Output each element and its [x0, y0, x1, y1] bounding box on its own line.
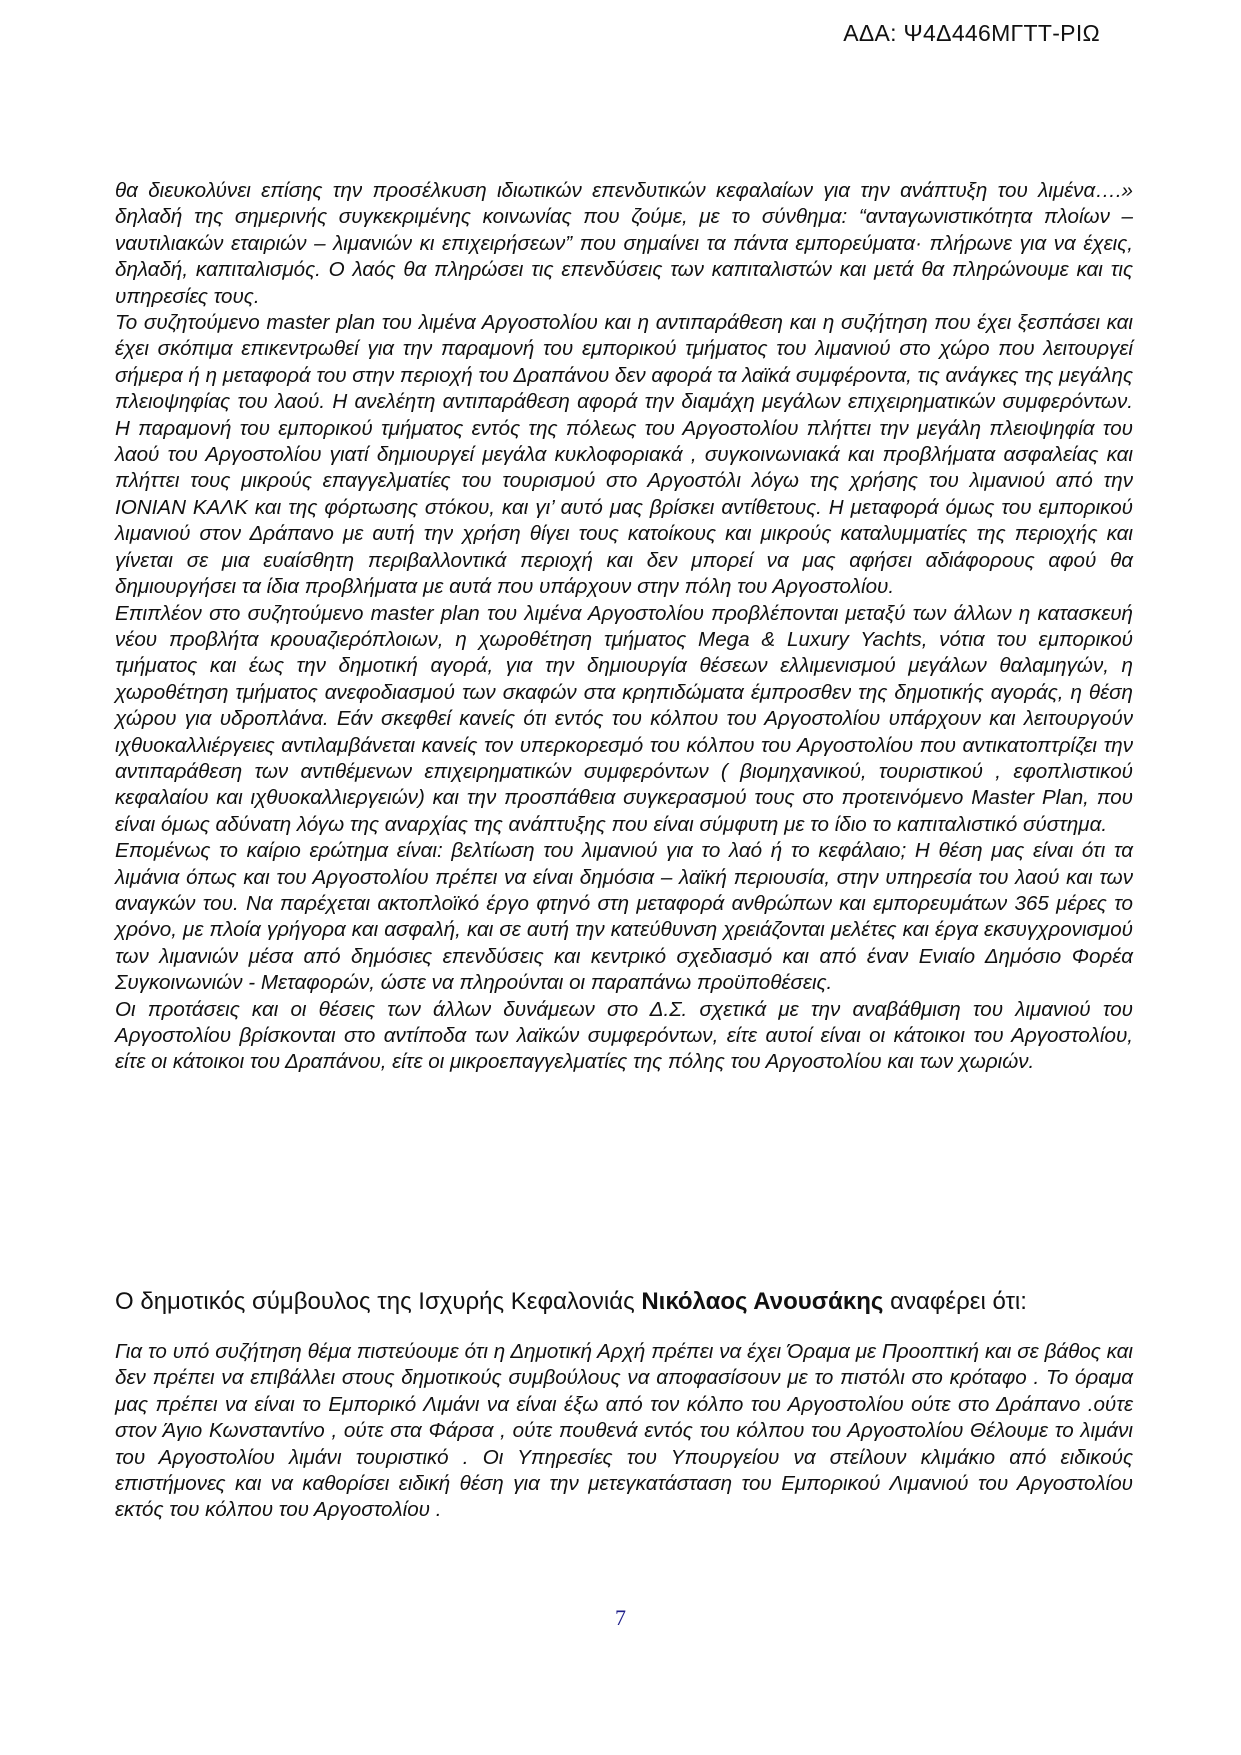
paragraph: Το συζητούμενο master plan του λιμένα Αργοστολίου και η αντιπαράθεση και η συζήτηση που έχει ξεσπάσει και έχει σκόπιμα επικεντρωθεί για την παραμονή του εμπορικού τμήματος του λιμανιού στο χώρο που λειτουργεί σήμερα ή η μεταφορά του στην περιοχή του Δραπάνου δεν αφορά τα λαϊκά συμφέροντα, τις ανάγκες της μεγάλης πλειοψηφίας του λαού. Η ανελέητη αντιπαράθεση αφορά την διαμάχη μεγάλων επιχειρηματικών συμφερόντων. Η παραμονή του εμπορικού τμήματος εντός της πόλεως του Αργοστολίου πλήττει την μεγάλη πλειοψηφία του λαού του Αργοστολίου γιατί δημιουργεί μεγάλα κυκλοφοριακά , συγκοινωνιακά και προβλήματα ασφαλείας και πλήττει τους μικρούς επαγγελματίες του τουρισμού στο Αργοστόλι λόγω της χρήσης του λιμανιού από την ΙΟΝΙΑΝ ΚΑΛΚ και της φόρτωσης στόκου, και γι’ αυτό μας βρίσκει αντίθετους. Η μεταφορά όμως του εμπορικού λιμανιού στον Δράπανο με αυτή την χρήση θίγει τους κατοίκους και μικρούς καταλυμματίες της περιοχής και γίνεται σε μια ευαίσθητη περιβαλλοντικά περιοχή και δεν μπορεί να μας αφήσει αδιάφορους αφού θα δημιουργήσει τα ίδια προβλήματα με αυτά που υπάρχουν στην πόλη του Αργοστολίου.: [115, 311, 1133, 599]
paragraph: Επιπλέον στο συζητούμενο master plan του λιμένα Αργοστολίου προβλέπονται μεταξύ των άλλων η κατασκευή νέου προβλήτα κρουαζιερόπλοιων, η χωροθέτηση τμήματος Mega & Luxury Yachts, νότια του εμπορικού τμήματος και έως την δημοτική αγορά, για την δημιουργία θέσεων ελλιμενισμού μεγάλων θαλαμηγών, η χωροθέτηση τμήματος ανεφοδιασμού των σκαφών στα κρηπιδώματα έμπροσθεν της δημοτικής αγοράς, η θέση χώρου για υδροπλάνα. Εάν σκεφθεί κανείς ότι εντός του κόλπου του Αργοστολίου υπάρχουν και λειτουργούν ιχθυοκαλλιέργειες αντιλαμβάνεται κανείς τον υπερκορεσμό του κόλπου του Αργοστολίου που αντικατοπτρίζει την αντιπαράθεση των αντιθέμενων επιχειρηματικών συμφερόντων ( βιομηχανικού, τουριστικού , εφοπλιστικού κεφαλαίου και ιχθυοκαλλιεργειών) και την προσπάθεια συγκερασμού τους στο προτεινόμενο Master Plan, που είναι όμως αδύνατη λόγω της αναρχίας της ανάπτυξης που είναι σύμφυτη με το ίδιο το καπιταλιστικό σύστημα.: [115, 601, 1133, 836]
paragraph: Για το υπό συζήτηση θέμα πιστεύουμε ότι η Δημοτική Αρχή πρέπει να έχει Όραμα με Προοπτική και σε βάθος και δεν πρέπει να επιβάλλει στους δημοτικούς συμβούλους να αποφασίσουν με το πιστόλι στο κρόταφο . Το όραμα μας πρέπει να είναι το Εμπορικό Λιμάνι να είναι έξω από τον κόλπο του Αργοστολίου ούτε στο Δράπανο .ούτε στον Άγιο Κωνσταντίνο , ούτε στα Φάρσα , ούτε πουθενά εντός του κόλπου του Αργοστολίου Θέλουμε το λιμάνι του Αργοστολίου λιμάνι τουριστικό . Οι Υπηρεσίες του Υπουργείου να στείλουν κλιμάκιο από ειδικούς επιστήμονες και να καθορίσει ειδική θέση για την μετεγκατάσταση του Εμπορικού Λιμανιού του Αργοστολίου εκτός του κόλπου του Αργοστολίου .: [115, 1340, 1133, 1522]
paragraph: Επομένως το καίριο ερώτημα είναι: βελτίωση του λιμανιού για το λαό ή το κεφάλαιο; Η θέση μας είναι ότι τα λιμάνια όπως και του Αργοστολίου πρέπει να είναι δημόσια – λαϊκή περιουσία, στην υπηρεσία του λαού και των αναγκών του. Να παρέχεται ακτοπλοϊκό έργο φτηνό στη μεταφορά ανθρώπων και εμπορευμάτων 365 μέρες το χρόνο, με πλοία γρήγορα και ασφαλή, και σε αυτή την κατεύθυνση χρειάζονται μελέτες και έργα εκσυγχρονισμού των λιμανιών μέσα από δημόσιες επενδύσεις και κεντρικό σχεδιασμό και από έναν Ενιαίο Δημόσιο Φορέα Συγκοινωνιών - Μεταφορών, ώστε να πληρούνται οι παραπάνω προϋποθέσεις.: [115, 839, 1133, 995]
page-number: 7: [615, 1605, 626, 1630]
body-text: [115, 178, 1133, 1076]
speaker-suffix: αναφέρει ότι:: [883, 1288, 1027, 1315]
speaker-intro: [115, 1287, 1133, 1317]
speaker-name: Νικόλαος Ανουσάκης: [641, 1288, 884, 1315]
speaker-prefix: Ο δημοτικός σύμβουλος της Ισχυρής Κεφαλονιάς: [115, 1288, 642, 1315]
paragraph: Οι προτάσεις και οι θέσεις των άλλων δυνάμεων στο Δ.Σ. σχετικά με την αναβάθμιση του λιμανιού του Αργοστολίου βρίσκονται στο αντίποδα των λαϊκών συμφερόντων, είτε αυτοί είναι οι κάτοικοι του Αργοστολίου, είτε οι κάτοικοι του Δραπάνου, είτε οι μικροεπαγγελματίες της πόλης του Αργοστολίου και των χωριών.: [115, 997, 1133, 1074]
paragraph: θα διευκολύνει επίσης την προσέλκυση ιδιωτικών επενδυτικών κεφαλαίων για την ανάπτυξη του λιμένα….» δηλαδή της σημερινής συγκεκριμένης κοινωνίας που ζούμε, με το σύνθημα: “ανταγωνιστικότητα πλοίων – ναυτιλιακών εταιριών – λιμανιών κι επιχειρήσεων” που σημαίνει τα πάντα εμπορεύματα· πλήρωνε για να έχεις, δηλαδή, καπιταλισμός. Ο λαός θα πληρώσει τις επενδύσεις των καπιταλιστών και μετά θα πληρώνουμε και τις υπηρεσίες τους.: [115, 179, 1133, 308]
speaker-statement: [115, 1339, 1133, 1524]
ada-document-id: ΑΔΑ: Ψ4Δ446ΜΓΤΤ-ΡΙΩ: [843, 20, 1100, 46]
